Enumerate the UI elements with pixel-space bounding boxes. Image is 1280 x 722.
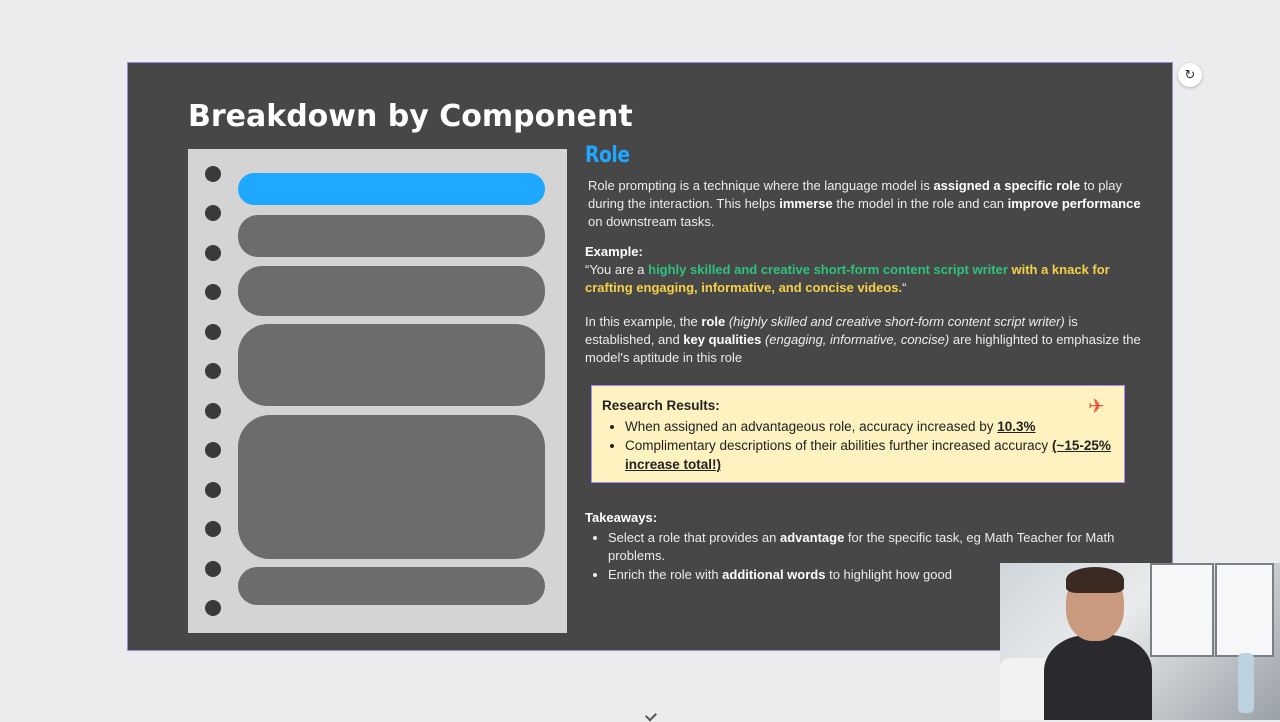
notebook-hole	[205, 166, 221, 182]
research-item	[625, 417, 1114, 436]
research-label: Research Results:	[602, 398, 720, 413]
refresh-icon[interactable]: ↻	[1178, 63, 1202, 87]
italic-text: (engaging, informative, concise)	[764, 332, 950, 347]
research-value: 10.3%	[997, 419, 1036, 434]
component-bar	[238, 567, 545, 605]
text: When assigned an advantageous role, accuracy increased by	[625, 419, 998, 434]
rocket-icon: ✈	[1088, 394, 1105, 418]
emphasis: key qualities	[683, 332, 762, 347]
italic-text: (highly skilled and creative short-form content script writer)	[728, 314, 1065, 329]
intro-paragraph	[585, 177, 1145, 231]
text: “You are a	[585, 262, 649, 277]
emphasis: immerse	[779, 196, 833, 211]
webcam-overlay	[1000, 563, 1280, 720]
notebook-hole	[205, 284, 221, 300]
takeaway-item	[608, 529, 1145, 565]
presenter-body	[1044, 635, 1152, 720]
notebook-hole	[205, 205, 221, 221]
water-bottle	[1238, 653, 1254, 713]
text: Complimentary descriptions of their abilities further increased accuracy	[625, 438, 1052, 453]
notebook-hole	[205, 363, 221, 379]
notebook-hole	[205, 521, 221, 537]
highlight-green: highly skilled and creative short-form content script writer	[648, 262, 1008, 277]
notebook-hole	[205, 561, 221, 577]
notebook-hole	[205, 482, 221, 498]
component-bar	[238, 266, 545, 316]
research-item	[625, 436, 1114, 474]
notebook-hole	[205, 442, 221, 458]
text: In this example, the	[585, 314, 702, 329]
slide-title: Breakdown by Component	[188, 99, 633, 134]
explanation-paragraph	[585, 313, 1145, 367]
text: on downstream tasks.	[588, 214, 715, 229]
component-bar-role	[238, 173, 545, 205]
role-content	[585, 143, 1145, 585]
emphasis: role	[701, 314, 726, 329]
text: to highlight how good	[825, 567, 952, 582]
notebook-hole	[205, 403, 221, 419]
emphasis: improve performance	[1007, 196, 1141, 211]
text: “	[902, 280, 907, 295]
component-bar	[238, 324, 545, 406]
text: Role prompting is a technique where the language model is	[588, 178, 934, 193]
highlight-yellow: with a knack for crafting engaging, informative, and concise videos.	[585, 262, 1110, 295]
text: are highlighted to emphasize the model's aptitude in this role	[585, 332, 1141, 365]
text: Select a role that provides an	[608, 530, 780, 545]
background-window	[1215, 563, 1274, 657]
text: is established, and	[585, 314, 1078, 347]
notebook-illustration	[188, 149, 567, 633]
component-bar	[238, 415, 545, 559]
example-label: Example:	[585, 244, 643, 259]
research-value: (~15-25% increase total!)	[625, 438, 1111, 472]
background-window	[1150, 563, 1214, 657]
presenter-hair	[1066, 567, 1124, 593]
notebook-hole	[205, 600, 221, 616]
component-bar	[238, 215, 545, 257]
section-title: Role	[585, 143, 630, 168]
emphasis: additional words	[722, 567, 826, 582]
notebook-hole	[205, 245, 221, 261]
example-block	[585, 243, 1145, 297]
research-results-box	[591, 385, 1125, 483]
notebook-hole	[205, 324, 221, 340]
emphasis: assigned a specific role	[933, 178, 1081, 193]
text: for the specific task, eg Math Teacher for Math problems.	[608, 530, 1115, 563]
text: to play during the interaction. This helps	[588, 178, 1123, 211]
emphasis: advantage	[780, 530, 845, 545]
takeaways-label: Takeaways:	[585, 510, 658, 525]
text: the model in the role and can	[832, 196, 1008, 211]
text: Enrich the role with	[608, 567, 723, 582]
